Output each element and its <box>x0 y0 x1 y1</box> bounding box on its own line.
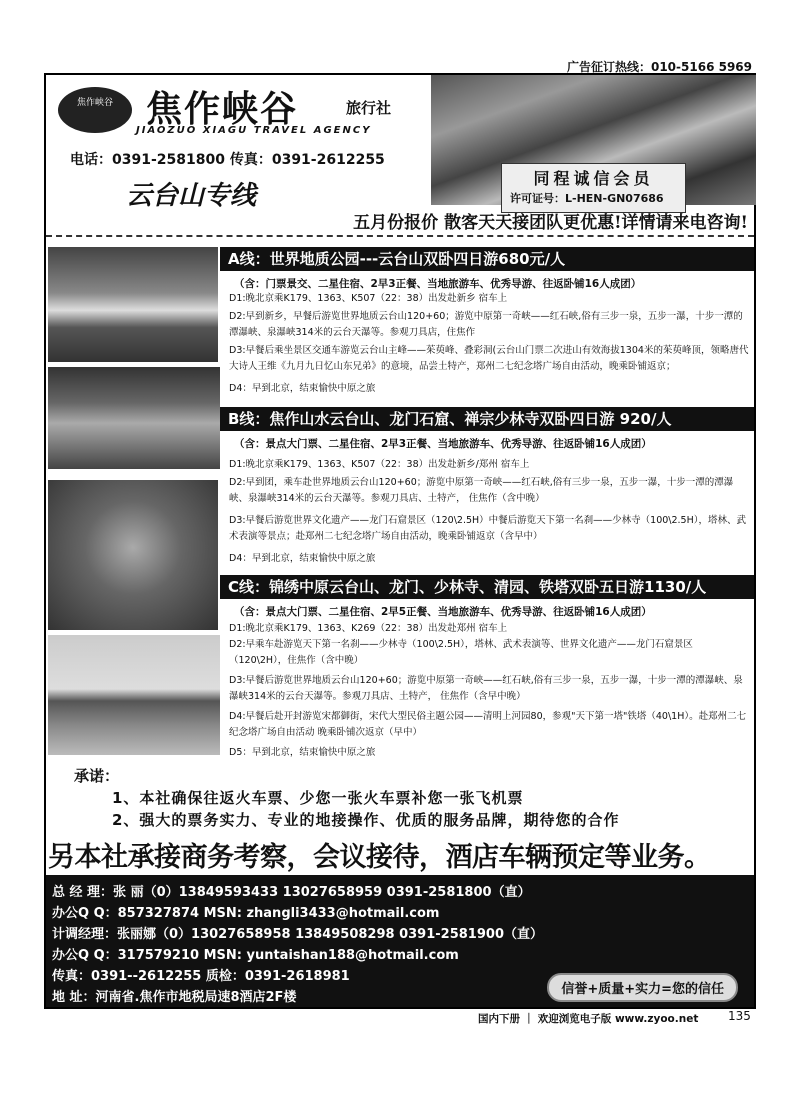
route-b-day: D3:早餐后游览世界文化遗产——龙门石窟景区（120\2.5H）中餐后游览天下第一名刹——少林寺（100\2.5H），塔林、武术表演等景点；赴郑州二七纪念塔广场自由活动，晚乘卧铺返京（含早中） <box>229 515 746 542</box>
slogan-badge: 信誉+质量+实力=您的信任 <box>547 973 738 1002</box>
longmen-buddha-photo <box>48 480 218 630</box>
page-footer: 国内下册 ｜ 欢迎浏览电子版 www.zyoo.net <box>478 1013 699 1025</box>
promise-title: 承诺： <box>74 767 120 785</box>
route-c-day: D5：早到北京，结束愉快中原之旅 <box>229 747 376 758</box>
route-b-day: D1:晚北京乘K179、1363、K507（22：38）出发赴新乡/郑州 宿车上 <box>229 459 530 470</box>
route-b-day: D2:早到团，乘车赴世界地质云台山120+60；游览中原第一奇峡——红石峡,俗有三步一泉，五步一瀑，十步一潭的潭瀑峡、泉瀑峡314米的云台天瀑等。参观刀具店、土特产， 住焦作（含中晚） <box>229 477 734 504</box>
route-b-title: B线：焦作山水云台山、龙门石窟、禅宗少林寺双卧四日游 920/人 <box>220 407 754 431</box>
ad-hotline: 广告征订热线：010-5166 5969 <box>566 60 752 74</box>
agency-phone-fax: 电话：0391-2581800 传真：0391-2612255 <box>70 152 385 168</box>
route-a-day: D4：早到北京，结束愉快中原之旅 <box>229 383 376 394</box>
qingming-garden-photo <box>48 635 220 755</box>
route-a-day: D3:早餐后乘坐景区交通车游览云台山主峰——茱萸峰、叠彩洞(云台山门票二次进山有效海拔1304米的茱萸峰顶，领略唐代大诗人王维《九月九日忆山东兄弟》的意境，品尝土特产，郑州二七纪念塔广场自由活动，晚乘卧铺返京； <box>229 345 749 372</box>
page-number: 135 <box>728 1009 751 1023</box>
advertisement-frame <box>44 73 756 1009</box>
member-title: 同程诚信会员 <box>533 169 654 188</box>
agency-suffix: 旅行社 <box>346 99 392 117</box>
route-a-includes: （含：门票景交、二星住宿、2早3正餐、当地旅游车、优秀导游、往返卧铺16人成团） <box>234 278 642 290</box>
promise-item: 2、强大的票务实力、专业的地接操作、优质的服务品牌，期待您的合作 <box>112 811 620 829</box>
contact-line: 总 经 理：张 丽（0）13849593433 13027658959 0391-2581800（直） <box>52 885 531 900</box>
route-c-day: D1:晚北京乘K179、1363、K269（22：38）出发赴郑州 宿车上 <box>229 623 508 634</box>
route-c-includes: （含：景点大门票、二星住宿、2早5正餐、当地旅游车、优秀导游、往返卧铺16人成团） <box>234 606 652 618</box>
promise-item: 1、本社确保往返火车票、少您一张火车票补您一张飞机票 <box>112 789 524 807</box>
shaolin-monks-photo <box>48 367 220 469</box>
contact-line: 地 址：河南省.焦作市地税局速8酒店2F楼 <box>52 990 297 1005</box>
member-badge <box>501 163 686 213</box>
agency-name-english: JIAOZUO XIAGU TRAVEL AGENCY <box>136 125 372 136</box>
waterfall-photo <box>48 247 218 362</box>
agency-name: 焦作峡谷 <box>146 88 299 130</box>
special-line-title: 云台山专线 <box>126 181 257 211</box>
license-number: 许可证号：L-HEN-GN07686 <box>510 192 664 205</box>
route-a-title: A线：世界地质公园---云台山双卧四日游680元/人 <box>220 247 754 271</box>
route-a-day: D2:早到新乡，早餐后游览世界地质云台山120+60；游览中原第一奇峡——红石峡,俗有三步一泉，五步一瀑，十步一潭的潭瀑峡、泉瀑峡314米的云台天瀑等。参观刀具店，住焦作 <box>229 311 743 338</box>
route-c-day: D2:早乘车赴游览天下第一名刹——少林寺（100\2.5H），塔林、武术表演等、世界文化遗产——龙门石窟景区（120\2H），住焦作（含中晚） <box>229 639 693 666</box>
route-b-day: D4：早到北京，结束愉快中原之旅 <box>229 553 376 564</box>
promo-banner: 五月份报价 散客天天接团队更优惠!详情请来电咨询! <box>353 213 748 233</box>
route-a-day: D1:晚北京乘K179、1363、K507（22：38）出发赴新乡 宿车上 <box>229 293 508 304</box>
route-c-title: C线：锦绣中原云台山、龙门、少林寺、清园、铁塔双卧五日游1130/人 <box>220 575 754 599</box>
divider-arrow <box>46 235 754 241</box>
contact-line: 办公Q Q：317579210 MSN: yuntaishan188@hotmail.com <box>52 948 459 963</box>
contact-line: 办公Q Q：857327874 MSN: zhangli3433@hotmail.com <box>52 906 440 921</box>
business-services: 另本社承接商务考察，会议接待，酒店车辆预定等业务。 <box>48 842 711 873</box>
route-b-includes: （含：景点大门票、二星住宿、2早3正餐、当地旅游车、优秀导游、往返卧铺16人成团） <box>234 438 652 450</box>
route-c-day: D3:早餐后游览世界地质云台山120+60；游览中原第一奇峡——红石峡,俗有三步一泉，五步一瀑，十步一潭的潭瀑峡、泉瀑峡314米的云台天瀑等。参观刀具店、土特产， 住焦作（含早中晚） <box>229 675 743 702</box>
contact-line: 传真：0391--2612255 质检：0391-2618981 <box>52 969 350 984</box>
route-c-day: D4:早餐后赴开封游览宋都御街，宋代大型民俗主题公园——清明上河园80，参观"天下第一塔"铁塔（40\1H）。赴郑州二七纪念塔广场自由活动 晚乘卧铺次返京（早中） <box>229 711 747 738</box>
agency-logo: 焦作峡谷 <box>58 87 132 133</box>
contact-block <box>46 875 754 1007</box>
contact-line: 计调经理：张丽娜（0）13027658958 13849508298 0391-2581900（直） <box>52 927 543 942</box>
